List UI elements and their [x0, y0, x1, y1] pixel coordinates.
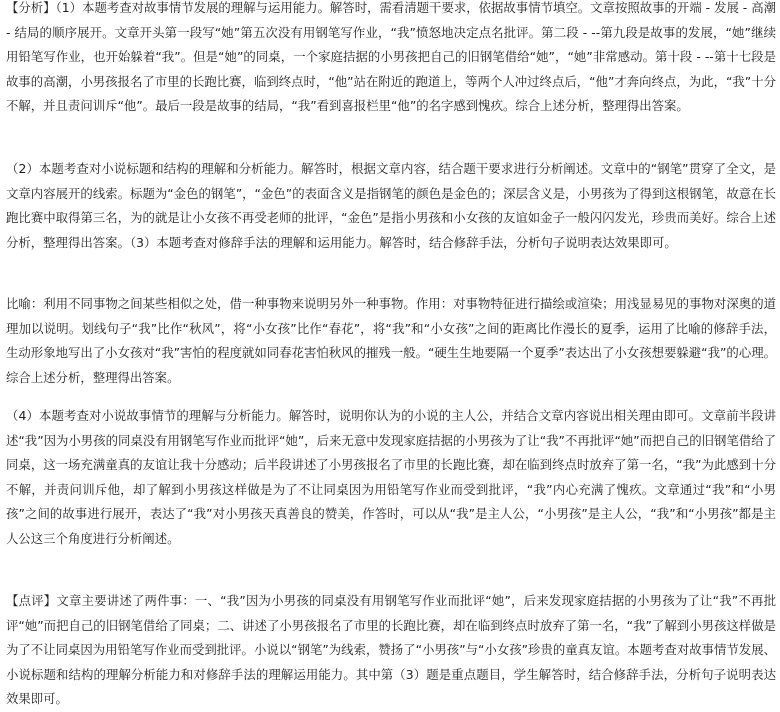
comment-paragraph: 【点评】文章主要讲述了两件事：一、“我”因为小男孩的同桌没有用钢笔写作业而批评“她”，后来发现家庭拮据的小男孩为了让“我”不再批评“她”而把自己的旧钢笔借给了同桌；二、讲述了小男孩报名了市里的长跑比赛，却在临到终点时放弃了第一名，“我”了解到小男孩这样做是为了不让同桌因为用铅笔写作业而受到批评。小说以“钢笔”为线索，赞扬了“小男孩”与“小女孩”珍贵的童真友谊。本题考查对故事情节发展、小说标题和结构的理解分析能力和对修辞手法的理解运用能力。其中第（3）题是重点题目，学生解答时，结合修辞手法，分析句子说明表达效果即可。 [6, 593, 776, 707]
analysis-paragraph-4: （4）本题考查对小说故事情节的理解与分析能力。解答时，说明你认为的小说的主人公，并结合文章内容说出相关理由即可。文章前半段讲述“我”因为小男孩的同桌没有用钢笔写作业而批评“她”，后来无意中发现家庭拮据的小男孩为了让“我”不再批评“她”而把自己的旧钢笔借给了同桌，这一场充满童真的友谊让我十分感动；后半段讲述了小男孩报名了市里的长跑比赛，却在临到终点时放弃了第一名，“我”为此感到十分不解，并责问训斥他，却了解到小男孩这样做是为了不让同桌因为用铅笔写作业而受到批评，“我”内心充满了愧疚。文章通过“我”和“小男孩”之间的故事进行展开，表达了“我”对小男孩天真善良的赞美，作答时，可以从“我”是主人公，“小男孩”是主人公，“我”和“小男孩”都是主人公这三个角度进行分析阐述。 [6, 408, 777, 546]
analysis-paragraph-1: 【分析】（1）本题考查对故事情节发展的理解与运用能力。解答时，需看清题干要求，依据故事情节填空。文章按照故事的开端 - 发展 - 高潮 - 结局的顺序展开。文章开头第一段写“她”第五次没有用钢笔写作业，“我”愤怒地决定点名批评。第二段 - --第九段是故事的发展，“她”继续用铅笔写作业，也开始躲着“我”。但是“她”的同桌，一个家庭拮据的小男孩把自己的旧钢笔借给“她”，“她”非常感动。第十段 - --第十七段是故事的高潮，小男孩报名了市里的长跑比赛，临到终点时，“他”站在附近的跑道上，等两个人冲过终点后，“他”才奔向终点，为此，“我”十分不解，并且责问训斥“他”。最后一段是故事的结局，“我”看到喜报栏里“他”的名字感到愧疚。综合上述分析，整理得出答案。 [6, 0, 776, 114]
analysis-paragraph-2-3: （2）本题考查对小说标题和结构的理解和分析能力。解答时，根据文章内容，结合题干要求进行分析阐述。文章中的“钢笔”贯穿了全文，是文章内容展开的线索。标题为“金色的钢笔”，“金色”的表面含义是指钢笔的颜色是金色的；深层含义是，小男孩为了得到这根钢笔，故意在长跑比赛中取得第三名，为的就是让小女孩不再受老师的批评，“金色”是指小男孩和小女孩的友谊如金子一般闪闪发光，珍贵而美好。综合上述分析，整理得出答案。（3）本题考查对修辞手法的理解和运用能力。解答时，结合修辞手法，分析句子说明表达效果即可。 [6, 161, 776, 250]
analysis-paragraph-metaphor: 比喻：利用不同事物之间某些相似之处，借一种事物来说明另外一种事物。作用：对事物特征进行描绘或渲染；用浅显易见的事物对深奥的道理加以说明。划线句子“我”比作“秋风”，将“小女孩”比作“春花”，将“我”和“小女孩”之间的距离比作漫长的夏季，运用了比喻的修辞手法，生动形象地写出了小女孩对“我”害怕的程度就如同春花害怕秋风的摧残一般。“硬生生地要隔一个夏季”表达出了小女孩想要躲避“我”的心理。综合上述分析，整理得出答案。 [6, 296, 776, 385]
